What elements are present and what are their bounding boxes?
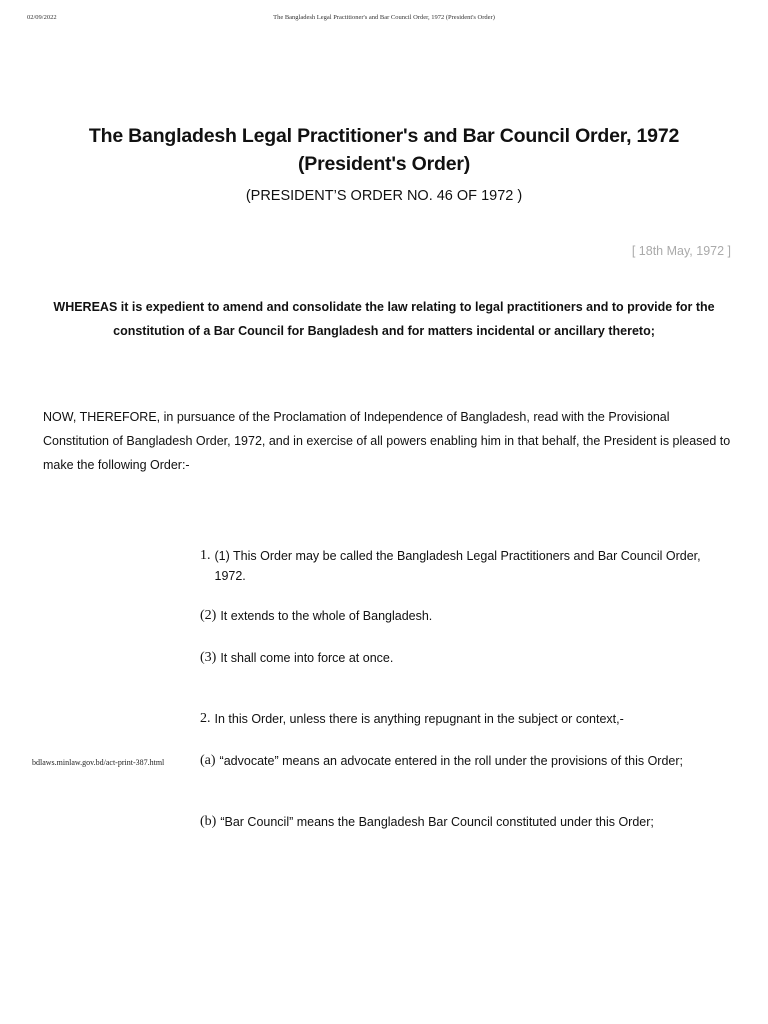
document-subtitle: (PRESIDENT’S ORDER NO. 46 OF 1972 ) [245, 188, 523, 204]
section-1-sub-3-text: It shall come into force at once. [220, 651, 394, 665]
section-1-sub-2-number: (2) [200, 608, 217, 623]
preamble-paragraph: WHEREAS it is expedient to amend and consolidate the law relating to legal practitioners and to provide for the constitution of a Bar Council for Bangladesh and for matters incidental or ancillary thereto; [53, 300, 715, 338]
section-2 [200, 709, 720, 729]
section-2-clause-a-label: (a) [200, 753, 216, 768]
section-2-clause-a [200, 751, 720, 771]
document-date: [ 18th May, 1972 ] [631, 244, 731, 258]
document-title [40, 122, 728, 178]
section-1-text: (1) This Order may be called the Bangladesh Legal Practitioners and Bar Council Order, 1972. [214, 549, 701, 583]
section-2-clause-b-text: “Bar Council” means the Bangladesh Bar Council constituted under this Order; [220, 815, 654, 829]
document-title-line2: (President's Order) [297, 153, 471, 175]
print-header [0, 14, 768, 28]
section-1-number: 1. [200, 548, 211, 563]
section-1-sub-2 [200, 606, 720, 626]
print-footer-url: bdlaws.minlaw.gov.bd/act-print-387.html [32, 758, 165, 767]
section-2-clause-b-label: (b) [200, 814, 217, 829]
print-header-title: The Bangladesh Legal Practitioner's and Bar Council Order, 1972 (President's Order) [273, 14, 495, 21]
section-1-sub-3 [200, 648, 720, 668]
section-2-text: In this Order, unless there is anything repugnant in the subject or context,- [214, 712, 624, 726]
print-date: 02/09/2022 [27, 14, 57, 21]
section-1 [200, 546, 720, 586]
section-1-sub-3-number: (3) [200, 650, 217, 665]
document-title-line1: The Bangladesh Legal Practitioner's and Bar Council Order, 1972 [88, 125, 680, 147]
section-2-clause-b [200, 812, 720, 832]
section-2-number: 2. [200, 711, 211, 726]
section-1-sub-2-text: It extends to the whole of Bangladesh. [220, 609, 433, 623]
section-2-clause-a-text: “advocate” means an advocate entered in the roll under the provisions of this Order; [219, 754, 683, 768]
intro-paragraph: NOW, THEREFORE, in pursuance of the Proclamation of Independence of Bangladesh, read with the Provisional Constitution of Bangladesh Order, 1972, and in exercise of all powers enabling him in that behalf, the President is pleased to make the following Order:- [43, 410, 731, 472]
